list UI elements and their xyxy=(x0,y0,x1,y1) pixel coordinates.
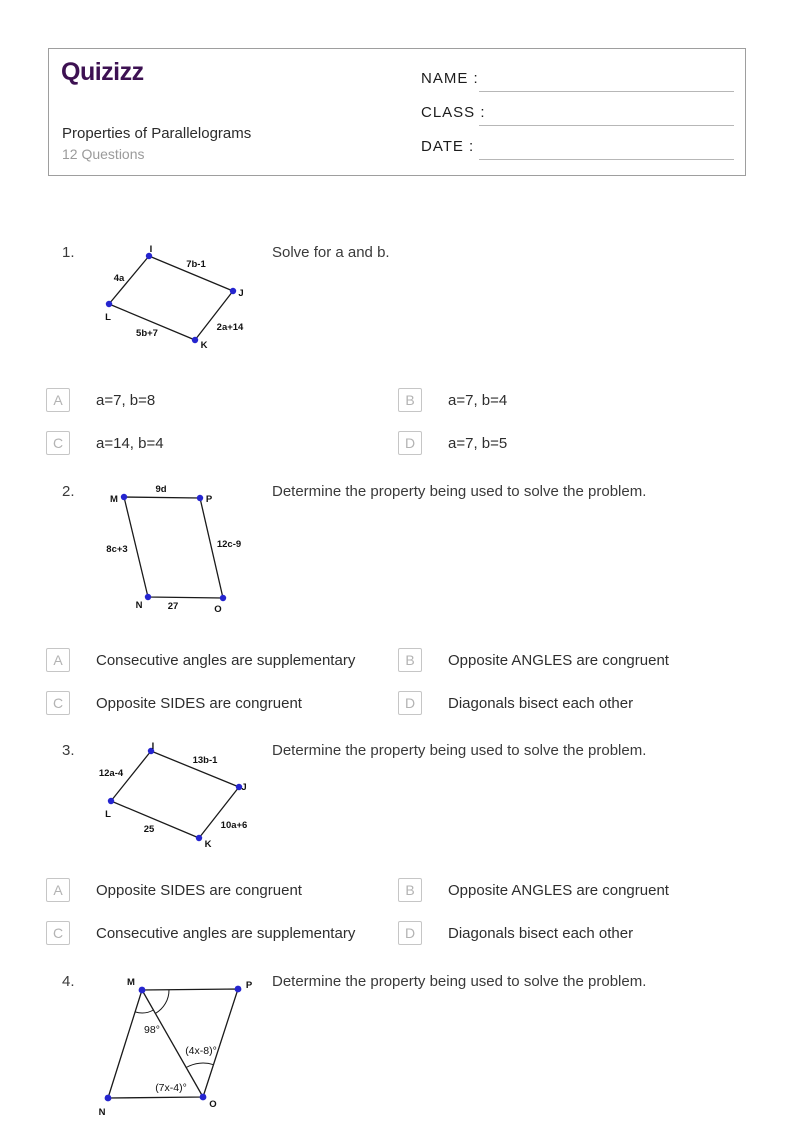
vertex-label: M xyxy=(110,494,118,505)
choice-letter-box: A xyxy=(46,648,70,672)
worksheet-header xyxy=(48,48,746,176)
vertex-label: P xyxy=(205,494,213,505)
diagonal-line xyxy=(142,990,203,1097)
choice-d xyxy=(398,691,756,715)
question-3-number: 3. xyxy=(62,742,75,759)
quizizz-logo: Quizizz xyxy=(61,58,144,86)
angle-label: (4x-8)° xyxy=(185,1045,217,1057)
class-label: CLASS : xyxy=(421,104,486,121)
choice-b xyxy=(398,388,756,412)
choice-letter-box: B xyxy=(398,878,422,902)
vertex-label: J xyxy=(241,782,247,793)
choice-b xyxy=(398,878,756,902)
side-label: 9d xyxy=(155,484,167,495)
choice-text: Consecutive angles are supplementary xyxy=(96,651,356,669)
vertex-dot xyxy=(200,1094,207,1101)
side-label: 13b-1 xyxy=(192,755,218,766)
angle-label: (7x-4)° xyxy=(155,1082,187,1094)
class-field-row xyxy=(421,104,734,138)
vertex-label: I xyxy=(151,741,155,752)
choice-text: a=14, b=4 xyxy=(96,434,164,452)
vertex-label: O xyxy=(214,604,222,615)
choice-letter-box: D xyxy=(398,431,422,455)
vertex-dot xyxy=(192,337,198,343)
vertex-label: L xyxy=(105,809,111,820)
side-label: 12c-9 xyxy=(216,539,242,550)
student-fields xyxy=(421,70,734,172)
question-4-diagram xyxy=(90,965,275,1123)
vertex-label: N xyxy=(98,1107,106,1118)
question-3-prompt: Determine the property being used to solve the problem. xyxy=(272,742,647,759)
vertex-dot xyxy=(235,986,242,993)
choice-letter-box: C xyxy=(46,691,70,715)
vertex-dot xyxy=(108,798,114,804)
choice-text: a=7, b=4 xyxy=(448,391,508,409)
question-3-diagram xyxy=(85,740,260,852)
vertex-label: I xyxy=(149,244,153,255)
vertex-dot xyxy=(145,594,151,600)
choice-letter-box: A xyxy=(46,388,70,412)
side-label: 27 xyxy=(167,601,179,612)
choice-c xyxy=(46,691,398,715)
worksheet-title: Properties of Parallelograms xyxy=(62,125,252,142)
vertex-label: J xyxy=(238,288,244,299)
choice-letter-box: D xyxy=(398,921,422,945)
choice-b xyxy=(398,648,756,672)
angle-arc xyxy=(155,990,169,1014)
choice-a xyxy=(46,878,398,902)
vertex-dot xyxy=(105,1095,112,1102)
name-field-row xyxy=(421,70,734,104)
vertex-label: N xyxy=(135,600,143,611)
vertex-label: P xyxy=(245,980,253,991)
vertex-label: K xyxy=(200,340,208,351)
choice-letter-box: C xyxy=(46,431,70,455)
side-label: 4a xyxy=(113,273,125,284)
vertex-dot xyxy=(106,301,112,307)
angle-arc xyxy=(186,1063,213,1067)
choice-c xyxy=(46,921,398,945)
choice-d xyxy=(398,431,756,455)
class-blank-line xyxy=(479,125,734,126)
choice-text: a=7, b=8 xyxy=(96,391,156,409)
choice-text: Diagonals bisect each other xyxy=(448,694,634,712)
question-4-prompt: Determine the property being used to solve the problem. xyxy=(272,973,647,990)
side-label: 7b-1 xyxy=(186,259,206,270)
vertex-label: M xyxy=(127,977,135,988)
choice-a xyxy=(46,648,398,672)
choice-letter-box: B xyxy=(398,388,422,412)
side-label: 2a+14 xyxy=(216,322,244,333)
choice-text: Opposite ANGLES are congruent xyxy=(448,881,669,899)
question-1-diagram xyxy=(100,240,250,358)
choice-letter-box: A xyxy=(46,878,70,902)
question-2-prompt: Determine the property being used to solve the problem. xyxy=(272,483,647,500)
question-2-choices xyxy=(46,648,756,715)
angle-arc xyxy=(135,1010,153,1013)
question-3-choices xyxy=(46,878,756,945)
side-label: 8c+3 xyxy=(106,544,128,555)
parallelogram-outline xyxy=(109,256,233,340)
name-blank-line xyxy=(479,91,734,92)
name-label: NAME : xyxy=(421,70,479,87)
choice-text: a=7, b=5 xyxy=(448,434,508,452)
parallelogram-outline xyxy=(124,497,223,598)
angle-label: 98° xyxy=(144,1024,160,1036)
choice-text: Opposite SIDES are congruent xyxy=(96,881,302,899)
vertex-dot xyxy=(197,495,203,501)
question-1-number: 1. xyxy=(62,244,75,261)
vertex-label: L xyxy=(105,312,111,323)
question-4-number: 4. xyxy=(62,973,75,990)
choice-letter-box: C xyxy=(46,921,70,945)
question-2-number: 2. xyxy=(62,483,75,500)
vertex-dot xyxy=(196,835,202,841)
choice-text: Consecutive angles are supplementary xyxy=(96,924,356,942)
choice-letter-box: D xyxy=(398,691,422,715)
choice-letter-box: B xyxy=(398,648,422,672)
side-label: 10a+6 xyxy=(220,820,248,831)
date-field-row xyxy=(421,138,734,172)
question-1-prompt: Solve for a and b. xyxy=(272,244,390,261)
vertex-dot xyxy=(139,987,146,994)
choice-d xyxy=(398,921,756,945)
vertex-dot xyxy=(121,494,127,500)
side-label: 5b+7 xyxy=(136,328,158,339)
choice-c xyxy=(46,431,398,455)
vertex-label: O xyxy=(209,1099,217,1110)
choice-a xyxy=(46,388,398,412)
side-label: 12a-4 xyxy=(98,768,124,779)
vertex-label: K xyxy=(204,839,212,850)
choice-text: Diagonals bisect each other xyxy=(448,924,634,942)
side-label: 25 xyxy=(143,824,155,835)
date-blank-line xyxy=(479,159,734,160)
date-label: DATE : xyxy=(421,138,475,155)
choice-text: Opposite SIDES are congruent xyxy=(96,694,302,712)
vertex-dot xyxy=(220,595,226,601)
vertex-dot xyxy=(230,288,236,294)
question-count: 12 Questions xyxy=(62,146,145,162)
question-1-choices xyxy=(46,388,756,455)
question-2-diagram xyxy=(95,480,260,615)
choice-text: Opposite ANGLES are congruent xyxy=(448,651,669,669)
